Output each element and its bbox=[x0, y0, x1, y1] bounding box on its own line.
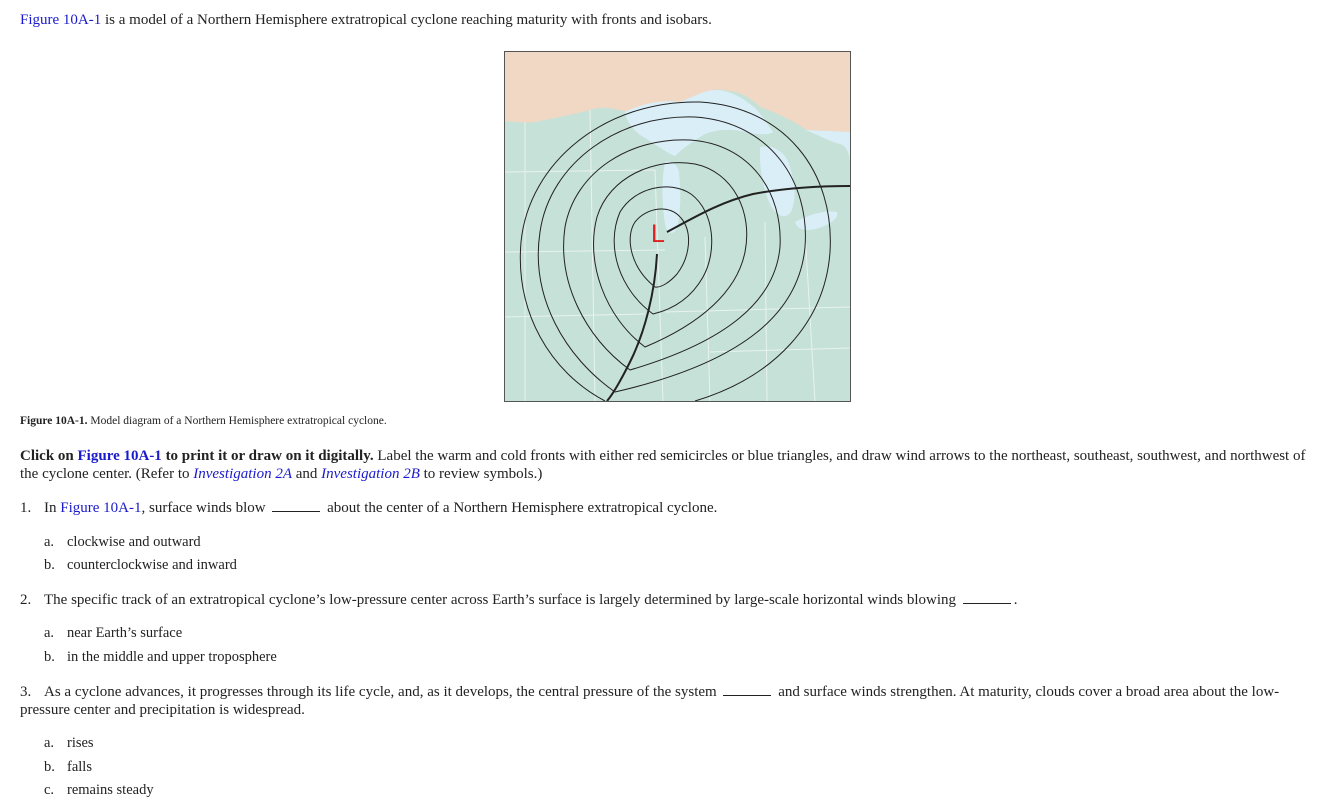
answer-blank bbox=[963, 591, 1011, 604]
option-letter: c. bbox=[44, 782, 55, 798]
option-letter: a. bbox=[44, 735, 55, 751]
question-text-b: and surface winds strengthen. At maturity, clouds cover a broad area about the low-pressure center and precipitation is widespread. bbox=[20, 684, 1280, 718]
instructions-click: Click on bbox=[20, 448, 74, 464]
intro-text: is a model of a Northern Hemisphere extratropical cyclone reaching maturity with fronts and isobars. bbox=[105, 12, 712, 28]
instructions-bold: to print it or draw on it digitally. bbox=[165, 448, 374, 464]
cyclone-figure[interactable] bbox=[504, 51, 851, 402]
instructions-and: and bbox=[295, 466, 318, 482]
investigation-2b-link[interactable]: Investigation 2B bbox=[321, 466, 420, 482]
option-letter: b. bbox=[44, 557, 55, 573]
instructions bbox=[20, 447, 1315, 483]
question-1 bbox=[20, 499, 717, 517]
question-1-option-a[interactable] bbox=[44, 534, 201, 551]
option-text: near Earth’s surface bbox=[67, 625, 183, 641]
low-pressure-label: L bbox=[651, 220, 665, 248]
option-letter: b. bbox=[44, 649, 55, 665]
question-text-a: , surface winds blow bbox=[141, 500, 266, 516]
option-letter: b. bbox=[44, 759, 55, 775]
question-number: 2. bbox=[20, 592, 32, 608]
option-text: in the middle and upper troposphere bbox=[67, 649, 277, 665]
question-2 bbox=[20, 591, 1018, 609]
lake-michigan bbox=[662, 161, 680, 232]
question-text-a: As a cyclone advances, it progresses through its life cycle, and, as it develops, the central pressure of the system bbox=[44, 684, 717, 700]
instructions-end: to review symbols.) bbox=[423, 466, 543, 482]
question-figure-link[interactable]: Figure 10A-1 bbox=[60, 500, 142, 516]
intro-line bbox=[20, 12, 712, 29]
option-letter: a. bbox=[44, 625, 55, 641]
question-text-b: . bbox=[1013, 592, 1018, 608]
option-letter: a. bbox=[44, 534, 55, 550]
cold-front-line bbox=[607, 254, 657, 401]
question-2-option-b[interactable] bbox=[44, 649, 277, 666]
question-3-option-b[interactable] bbox=[44, 759, 92, 776]
question-text-b: about the center of a Northern Hemisphere extratropical cyclone. bbox=[327, 500, 718, 516]
question-3-option-c[interactable] bbox=[44, 782, 154, 799]
figure-caption bbox=[20, 415, 387, 427]
question-2-option-a[interactable] bbox=[44, 625, 182, 642]
option-text: falls bbox=[67, 759, 92, 775]
question-number: 3. bbox=[20, 684, 32, 700]
answer-blank bbox=[723, 683, 771, 696]
option-text: counterclockwise and inward bbox=[67, 557, 237, 573]
hudson-bay-edge bbox=[805, 130, 850, 167]
caption-text: Model diagram of a Northern Hemisphere extratropical cyclone. bbox=[90, 415, 387, 427]
instructions-body: Label the warm and cold fronts with either red semicircles or blue triangles, and draw wind arrows to the northeast, southeast, southwest, and northwest of the cyclone center. (Refer to bbox=[20, 448, 1306, 482]
question-1-option-b[interactable] bbox=[44, 557, 237, 574]
answer-blank bbox=[272, 499, 320, 512]
investigation-2a-link[interactable]: Investigation 2A bbox=[193, 466, 292, 482]
question-number: 1. bbox=[20, 500, 32, 516]
question-3 bbox=[20, 683, 1320, 719]
option-text: clockwise and outward bbox=[67, 534, 201, 550]
lake-erie bbox=[795, 211, 837, 230]
question-3-option-a[interactable] bbox=[44, 735, 94, 752]
option-text: rises bbox=[67, 735, 94, 751]
cyclone-map bbox=[505, 52, 850, 401]
option-text: remains steady bbox=[67, 782, 154, 798]
state-borders bbox=[505, 110, 850, 401]
caption-label: Figure 10A-1. bbox=[20, 415, 88, 427]
figure-link[interactable]: Figure 10A-1 bbox=[20, 12, 102, 28]
question-pre: In bbox=[44, 500, 57, 516]
question-text-a: The specific track of an extratropical cyclone’s low-pressure center across Earth’s surface is largely determined by large-scale horizontal winds blowing bbox=[44, 592, 957, 608]
instructions-figure-link[interactable]: Figure 10A-1 bbox=[77, 448, 162, 464]
